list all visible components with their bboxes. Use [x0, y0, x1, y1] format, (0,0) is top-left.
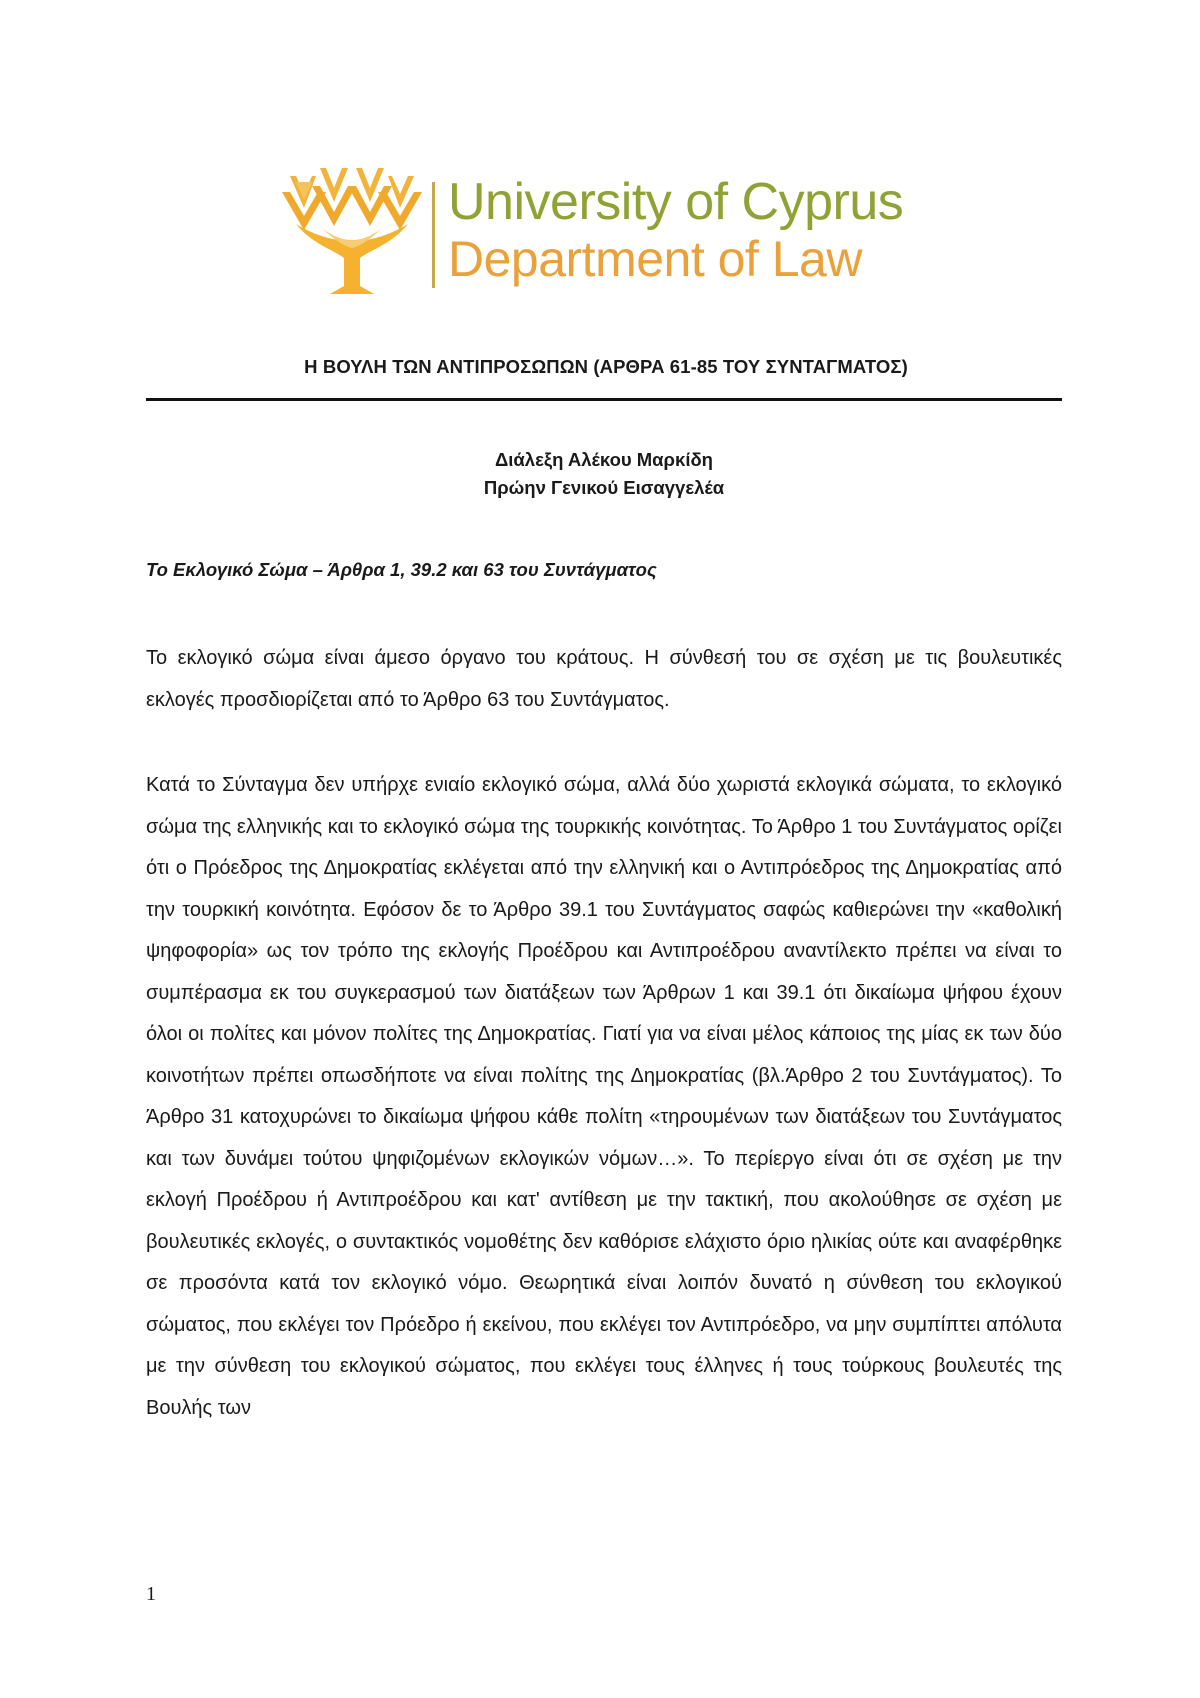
university-name: University of Cyprus	[448, 173, 904, 231]
body-paragraph: Το εκλογικό σώμα είναι άμεσο όργανο του κράτους. Η σύνθεσή του σε σχέση με τις βουλευτικές εκλογές προσδιορίζεται από το Άρθρο 63 του Συντάγματος.	[146, 647, 1062, 711]
university-logo	[282, 168, 932, 303]
body-paragraph: Κατά το Σύνταγμα δεν υπήρχε ενιαίο εκλογικό σώμα, αλλά δύο χωριστά εκλογικά σώματα, το εκλογικό σώμα της ελληνικής και το εκλογικό σώμα της τουρκικής κοινότητας. Το Άρθρο 1 του Συντάγματος ορίζει ότι ο Πρόεδρος της Δημοκρατίας εκλέγεται από την ελληνική και ο Αντιπρόεδρος της Δημοκρατίας από την τουρκική κοινότητα. Εφόσον δε το Άρθρο 39.1 του Συντάγματος σαφώς καθιερώνει την «καθολική ψηφοφορία» ως τον τρόπο της εκλογής Προέδρου και Αντιπροέδρου αναντίλεκτο πρέπει να είναι το συμπέρασμα εκ του συγκερασμού των διατάξεων των Άρθρων 1 και 39.1 ότι δικαίωμα ψήφου έχουν όλοι οι πολίτες και μόνον πολίτες της Δημοκρατίας. Γιατί για να είναι μέλος κάποιος της μίας εκ των δύο κοινοτήτων πρέπει οπωσδήποτε να είναι πολίτης της Δημοκρατίας (βλ.Άρθρο 2 του Συντάγματος). Το Άρθρο 31 κατοχυρώνει το δικαίωμα ψήφου κάθε πολίτη «τηρουμένων των διατάξεων του Συντάγματος και των δυνάμει τούτου ψηφιζομένων εκλογικών νόμων…». Το περίεργο είναι ότι σε σχέση με την εκλογή Προέδρου ή Αντιπροέδρου και κατ' αντίθεση με την τακτική, που ακολούθησε σε σχέση με βουλευτικές εκλογές, ο συντακτικός νομοθέτης δεν καθόρισε ελάχιστο όριο ηλικίας ούτε και αναφέρθηκε σε προσόντα κατά τον εκλογικό νόμο. Θεωρητικά είναι λοιπόν δυνατό η σύνθεση του εκλογικού σώματος, που εκλέγει τον Πρόεδρο ή εκείνου, που εκλέγει τον Αντιπρόεδρο, να μην συμπίπτει απόλυτα με την σύνθεση του εκλογικού σώματος, που εκλέγει τους έλληνες ή τους τούρκους βουλευτές της Βουλής των	[146, 774, 1062, 1419]
department-name: Department of Law	[448, 231, 862, 287]
university-tree-emblem-icon	[282, 168, 422, 296]
page-number: 1	[146, 1583, 156, 1605]
title-underline-rule	[146, 398, 1062, 401]
author-name: Διάλεξη Αλέκου Μαρκίδη	[495, 449, 713, 470]
author-block	[146, 446, 1062, 502]
section-heading: Το Εκλογικό Σώμα – Άρθρα 1, 39.2 και 63 του Συντάγματος	[146, 559, 657, 580]
author-position: Πρώην Γενικού Εισαγγελέα	[483, 477, 725, 498]
document-title: Η ΒΟΥΛΗ ΤΩΝ ΑΝΤΙΠΡΟΣΩΠΩΝ (ΑΡΘΡΑ 61-85 ΤΟΥ ΣΥΝΤΑΓΜΑΤΟΣ)	[304, 356, 908, 377]
logo-divider	[432, 182, 435, 288]
